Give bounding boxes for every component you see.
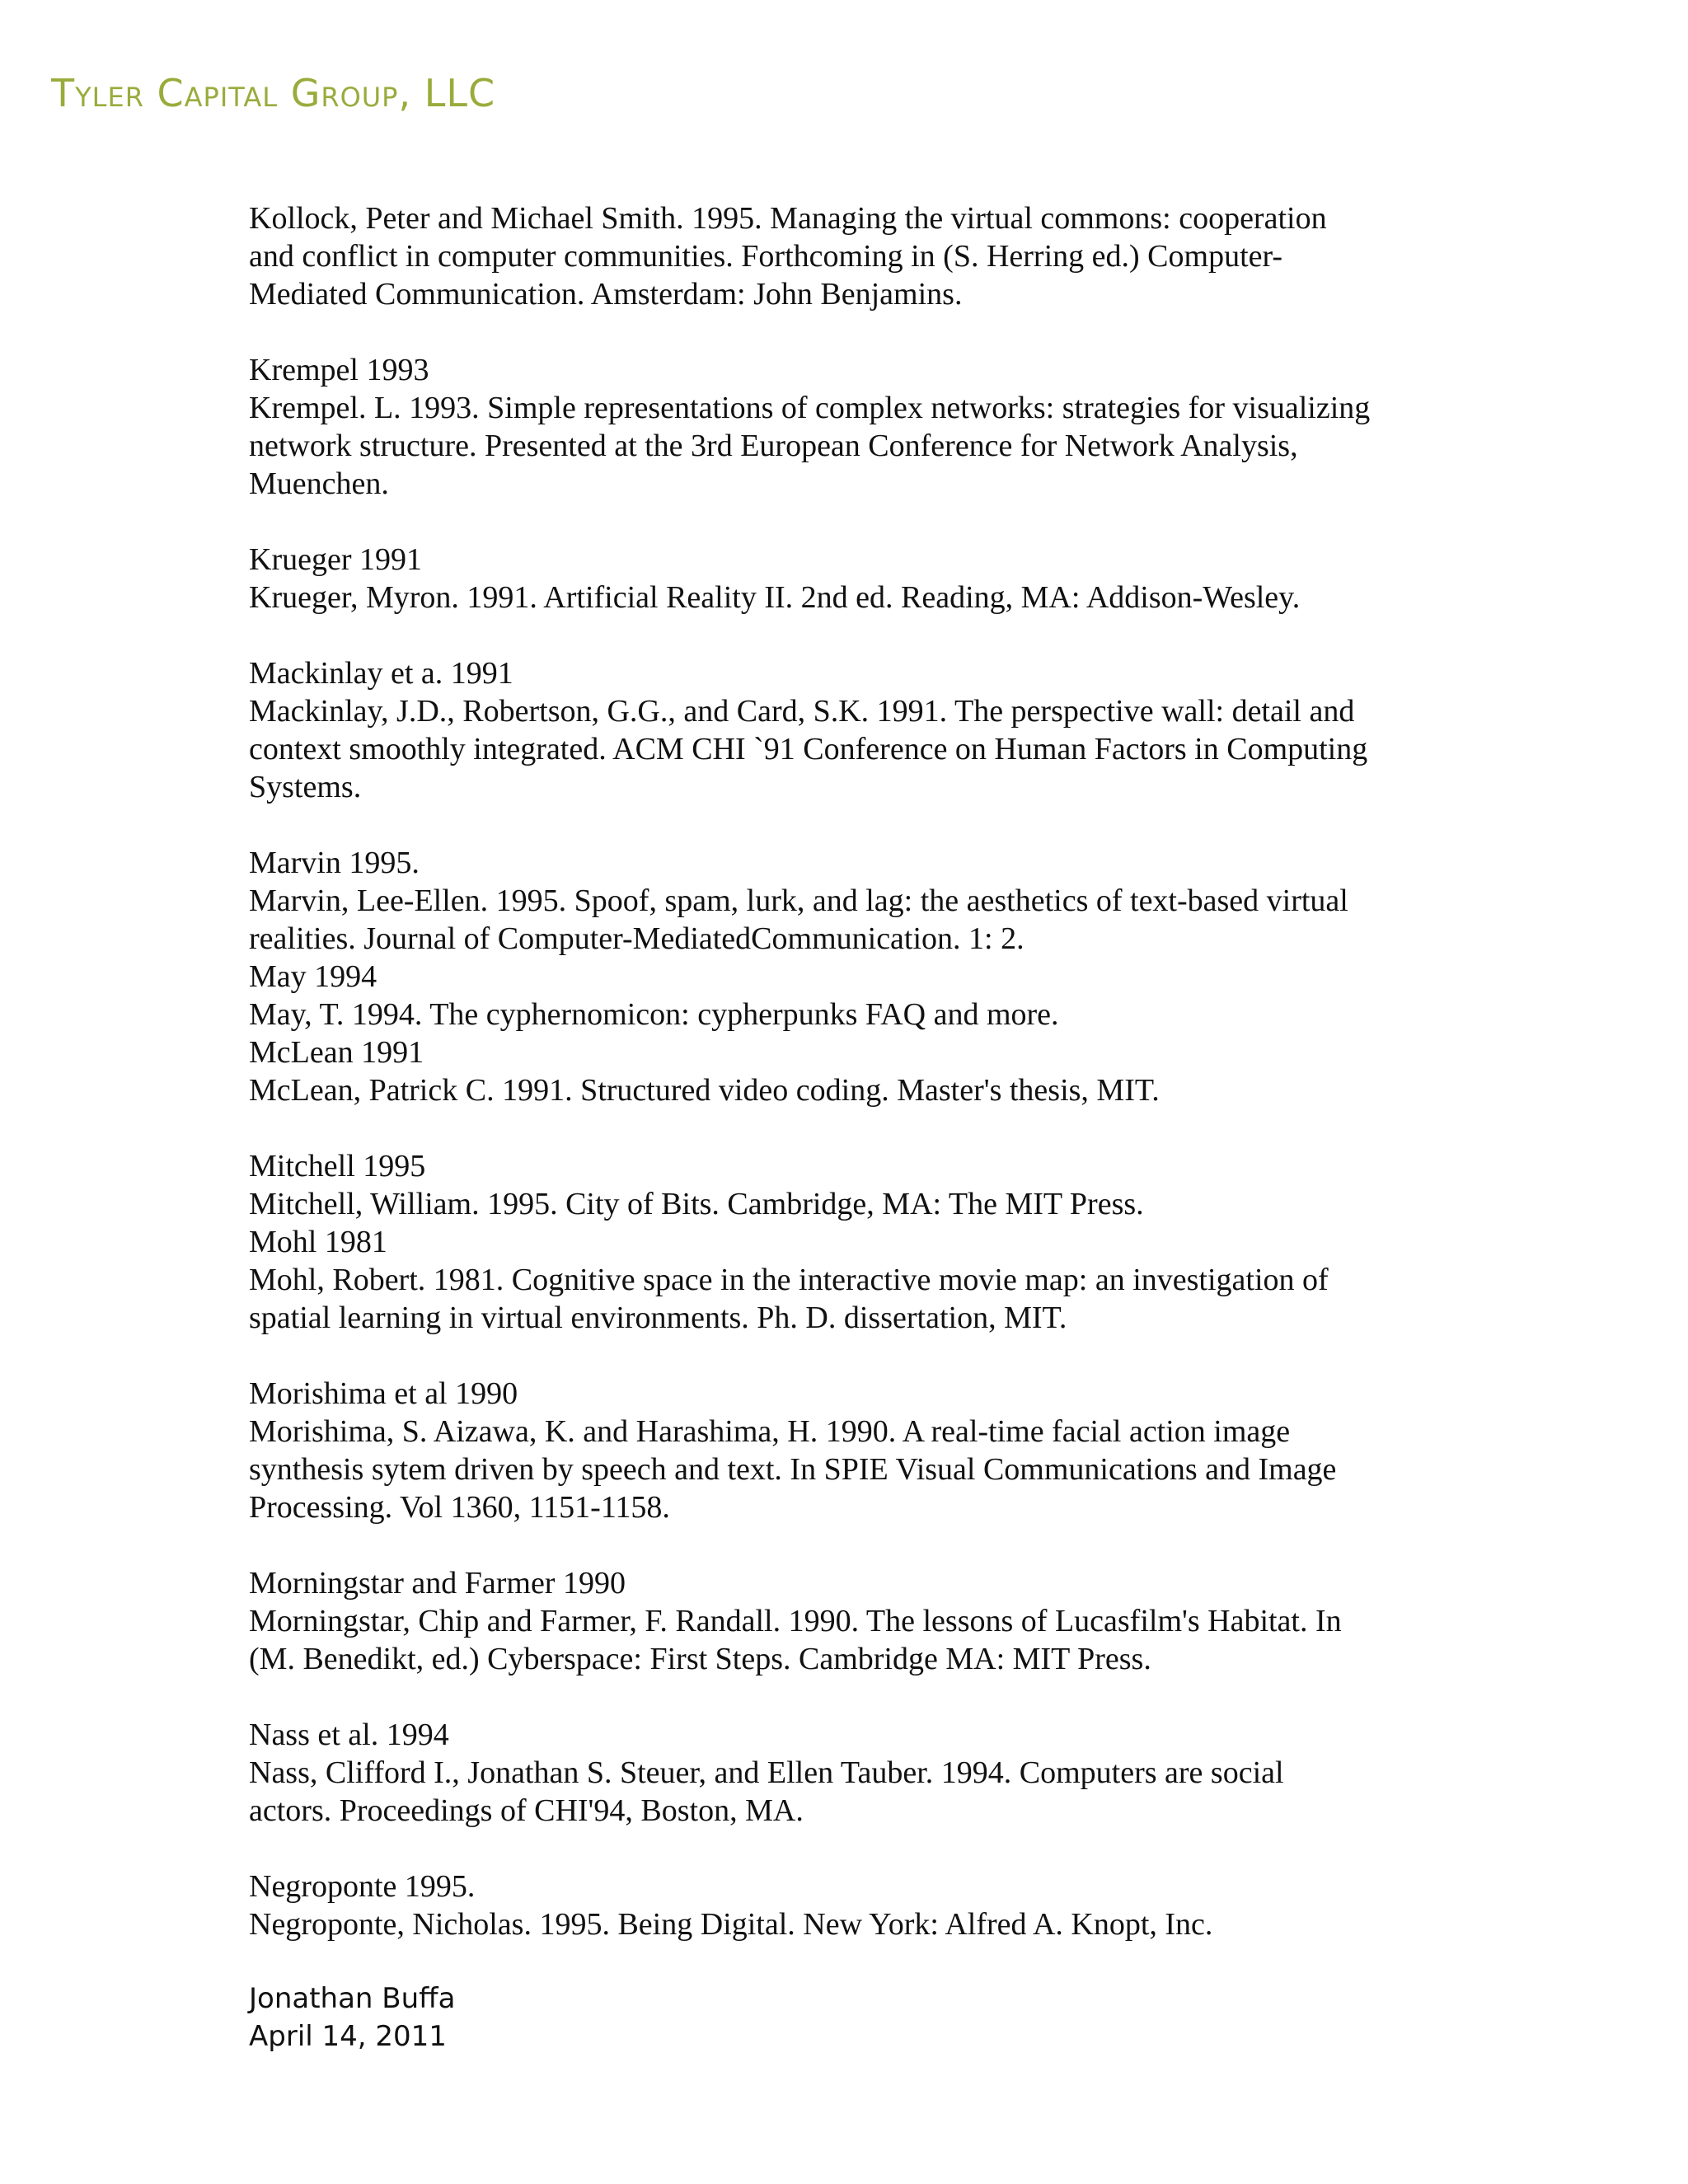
reference-key: Krempel 1993: [249, 353, 429, 387]
reference-text-line: realities. Journal of Computer-MediatedCommunication. 1: 2.: [249, 921, 1025, 956]
reference-entry-mohl: [249, 1223, 1452, 1337]
reference-entry-morishima: [249, 1375, 1452, 1526]
reference-text-line: Mohl, Robert. 1981. Cognitive space in the interactive movie map: an investigation of: [249, 1263, 1329, 1297]
reference-text-line: Krueger, Myron. 1991. Artificial Reality II. 2nd ed. Reading, MA: Addison-Wesley.: [249, 580, 1301, 615]
reference-text-line: spatial learning in virtual environments. Ph. D. dissertation, MIT.: [249, 1301, 1067, 1335]
reference-entry-mclean: [249, 1033, 1452, 1109]
signature-block: [249, 1980, 455, 2055]
reference-text-line: Krempel. L. 1993. Simple representations of complex networks: strategies for visualizing: [249, 391, 1371, 425]
reference-text-line: Morishima, S. Aizawa, K. and Harashima, H. 1990. A real-time facial action image: [249, 1414, 1291, 1449]
reference-entry-marvin: [249, 844, 1452, 958]
reference-text-line: (M. Benedikt, ed.) Cyberspace: First Steps. Cambridge MA: MIT Press.: [249, 1642, 1151, 1676]
reference-key: Mohl 1981: [249, 1225, 387, 1259]
reference-text-line: context smoothly integrated. ACM CHI `91 Conference on Human Factors in Computing: [249, 732, 1368, 766]
reference-text-line: Processing. Vol 1360, 1151-1158.: [249, 1490, 670, 1525]
signature-date: April 14, 2011: [249, 2020, 447, 2053]
reference-key: Nass et al. 1994: [249, 1718, 449, 1752]
reference-key: Marvin 1995.: [249, 846, 420, 880]
reference-text-line: Negroponte, Nicholas. 1995. Being Digital. New York: Alfred A. Knopt, Inc.: [249, 1907, 1213, 1942]
reference-entry-may: [249, 958, 1452, 1033]
reference-text-line: Kollock, Peter and Michael Smith. 1995. Managing the virtual commons: cooperation: [249, 201, 1327, 236]
reference-key: Negroponte 1995.: [249, 1869, 476, 1904]
reference-entry-mackinlay: [249, 654, 1452, 806]
reference-text-line: actors. Proceedings of CHI'94, Boston, MA.: [249, 1793, 804, 1828]
reference-text-line: synthesis sytem driven by speech and text. In SPIE Visual Communications and Image: [249, 1452, 1337, 1487]
reference-text-line: Morningstar, Chip and Farmer, F. Randall. 1990. The lessons of Lucasfilm's Habitat. In: [249, 1604, 1342, 1638]
reference-key: Mitchell 1995: [249, 1149, 426, 1183]
reference-key: Mackinlay et a. 1991: [249, 656, 513, 691]
reference-text-line: Mediated Communication. Amsterdam: John Benjamins.: [249, 277, 963, 312]
reference-key: Krueger 1991: [249, 542, 422, 577]
reference-entry-morningstar: [249, 1564, 1452, 1678]
reference-list: [249, 199, 1452, 1981]
reference-text-line: network structure. Presented at the 3rd European Conference for Network Analysis,: [249, 429, 1298, 463]
reference-entry-nass: [249, 1716, 1452, 1830]
company-letterhead: Tyler Capital Group, LLC: [51, 71, 496, 115]
reference-text-line: Muenchen.: [249, 466, 389, 501]
reference-entry-kollock: [249, 199, 1452, 313]
reference-entry-krueger: [249, 541, 1452, 616]
reference-text-line: Systems.: [249, 770, 362, 804]
reference-text-line: Mitchell, William. 1995. City of Bits. Cambridge, MA: The MIT Press.: [249, 1187, 1144, 1221]
reference-entry-negroponte: [249, 1868, 1452, 1943]
reference-text-line: Mackinlay, J.D., Robertson, G.G., and Card, S.K. 1991. The perspective wall: detail and: [249, 694, 1355, 729]
reference-entry-krempel: [249, 351, 1452, 503]
reference-key: Morishima et al 1990: [249, 1376, 518, 1411]
reference-text-line: McLean, Patrick C. 1991. Structured video coding. Master's thesis, MIT.: [249, 1073, 1160, 1108]
reference-text-line: Nass, Clifford I., Jonathan S. Steuer, and Ellen Tauber. 1994. Computers are social: [249, 1755, 1284, 1790]
signature-name: Jonathan Buffa: [249, 1982, 456, 2015]
reference-key: McLean 1991: [249, 1035, 424, 1070]
reference-text-line: May, T. 1994. The cyphernomicon: cypherpunks FAQ and more.: [249, 997, 1059, 1032]
reference-text-line: and conflict in computer communities. Forthcoming in (S. Herring ed.) Computer-: [249, 239, 1283, 274]
reference-entry-mitchell: [249, 1147, 1452, 1223]
reference-text-line: Marvin, Lee-Ellen. 1995. Spoof, spam, lurk, and lag: the aesthetics of text-based virtual: [249, 883, 1348, 918]
reference-key: May 1994: [249, 959, 377, 994]
reference-key: Morningstar and Farmer 1990: [249, 1566, 626, 1601]
